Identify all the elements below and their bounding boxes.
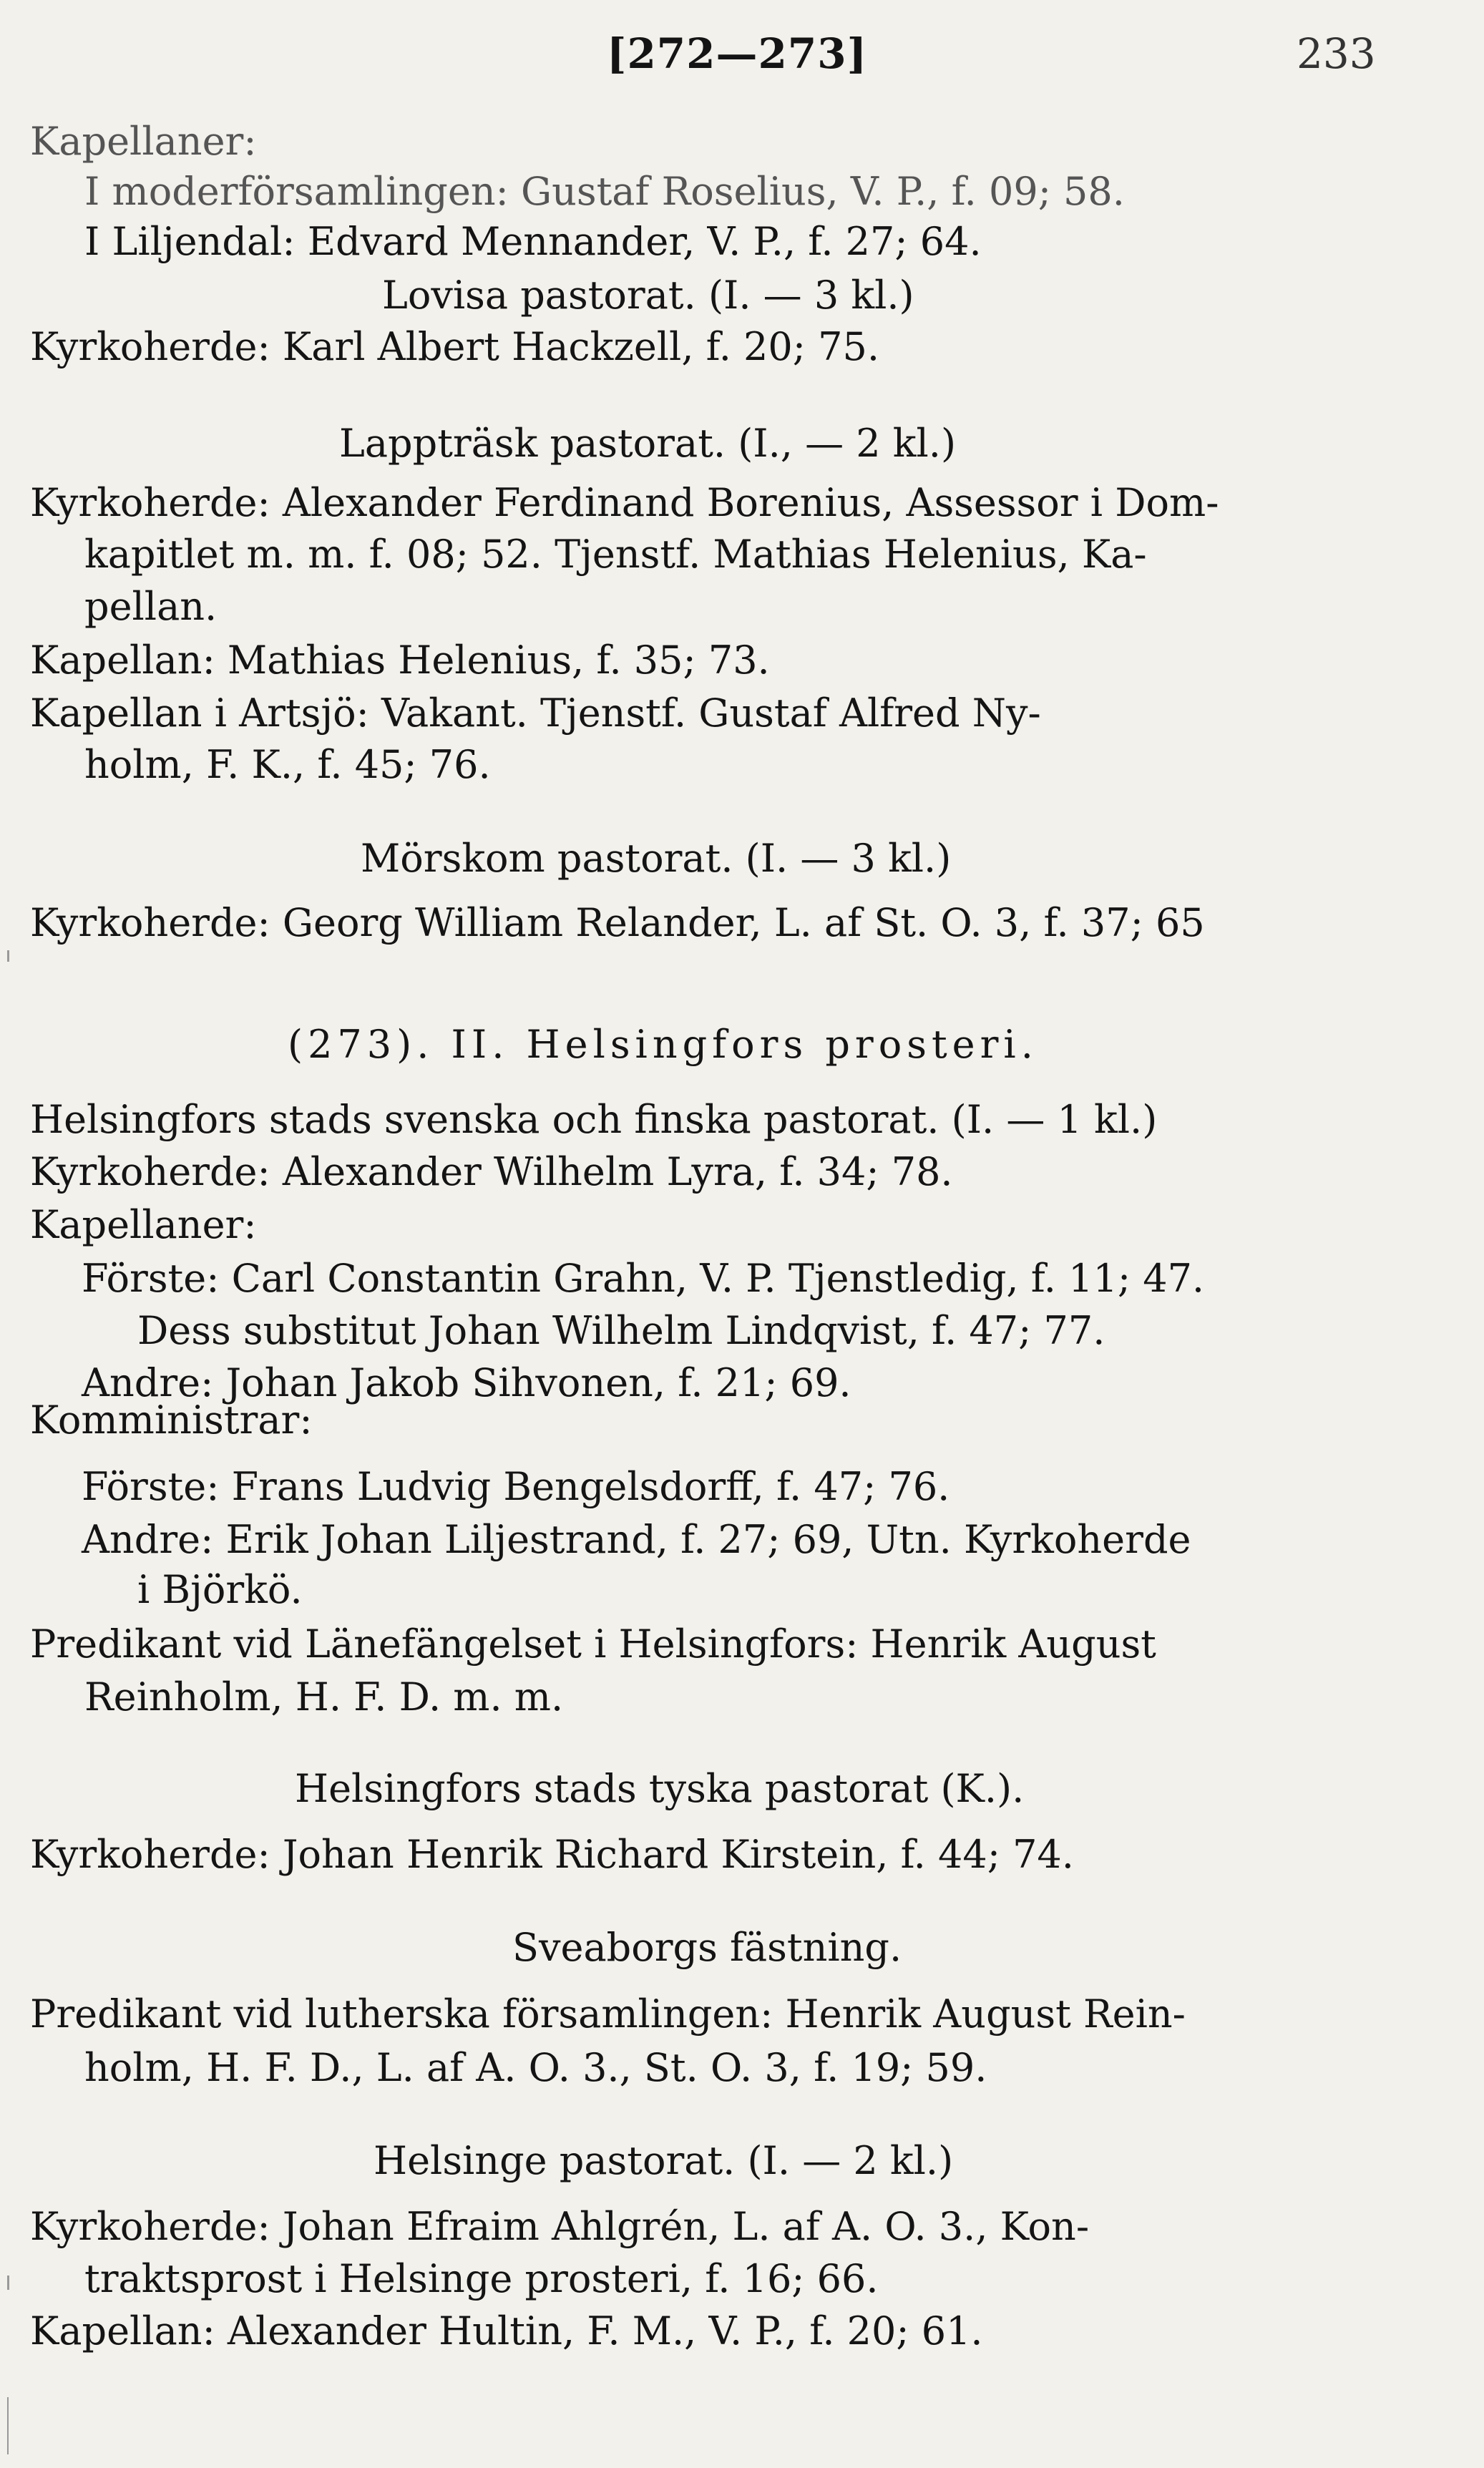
text-line: Helsingfors stads tyska pastorat (K.). <box>295 1766 1025 1811</box>
text-line: Dess substitut Johan Wilhelm Lindqvist, f. 47; 77. <box>137 1308 1105 1353</box>
text-line: pellan. <box>84 584 218 629</box>
text-line: I moderförsamlingen: Gustaf Roselius, V. P., f. 09; 58. <box>84 169 1125 214</box>
text-line: I Liljendal: Edvard Mennander, V. P., f. 27; 64. <box>84 219 982 264</box>
text-line: holm, H. F. D., L. af A. O. 3., St. O. 3, f. 19; 59. <box>84 2045 987 2090</box>
text-line: Helsinge pastorat. (I. — 2 kl.) <box>374 2138 954 2183</box>
text-line: Mörskom pastorat. (I. — 3 kl.) <box>361 836 952 881</box>
text-line: Andre: Erik Johan Liljestrand, f. 27; 69, Utn. Kyrkoherde <box>82 1517 1191 1562</box>
text-line: Komministrar: <box>30 1398 313 1443</box>
text-line: Predikant vid Länefängelset i Helsingfors: Henrik August <box>30 1621 1156 1667</box>
text-line: holm, F. K., f. 45; 76. <box>84 742 491 787</box>
text-line: Förste: Carl Constantin Grahn, V. P. Tjenstledig, f. 11; 47. <box>82 1256 1205 1301</box>
text-line: i Björkö. <box>137 1567 303 1612</box>
scan-artifact <box>7 2276 9 2290</box>
text-line: Kyrkoherde: Johan Efraim Ahlgrén, L. af A. O. 3., Kon- <box>30 2204 1090 2249</box>
text-line: Kapellan: Alexander Hultin, F. M., V. P., f. 20; 61. <box>30 2308 983 2354</box>
text-line: kapitlet m. m. f. 08; 52. Tjenstf. Mathias Helenius, Ka- <box>84 532 1147 577</box>
text-line: Helsingfors stads svenska och finska pastorat. (I. — 1 kl.) <box>30 1097 1158 1142</box>
text-line: Kyrkoherde: Alexander Ferdinand Borenius, Assessor i Dom- <box>30 480 1219 525</box>
scan-artifact <box>7 950 9 962</box>
text-line: Kapellan i Artsjö: Vakant. Tjenstf. Gustaf Alfred Ny- <box>30 691 1041 736</box>
text-line: Reinholm, H. F. D. m. m. <box>84 1674 564 1720</box>
text-line: (273). II. Helsingfors prosteri. <box>288 1022 1038 1067</box>
text-line: Kapellaner: <box>30 119 257 164</box>
text-line: Lovisa pastorat. (I. — 3 kl.) <box>382 273 914 318</box>
text-line: Kapellaner: <box>30 1202 257 1247</box>
text-line: Kyrkoherde: Georg William Relander, L. af St. O. 3, f. 37; 65 <box>30 900 1205 945</box>
text-line: Andre: Johan Jakob Sihvonen, f. 21; 69. <box>82 1360 851 1405</box>
text-line: Förste: Frans Ludvig Bengelsdorff, f. 47; 76. <box>82 1464 950 1509</box>
scan-artifact <box>7 2397 9 2454</box>
page-number: 233 <box>1297 29 1376 78</box>
text-line: Predikant vid lutherska församlingen: Henrik August Rein- <box>30 1991 1186 2037</box>
text-line: Kyrkoherde: Alexander Wilhelm Lyra, f. 34; 78. <box>30 1149 953 1194</box>
text-line: Sveaborgs fästning. <box>512 1925 902 1970</box>
text-line: Kyrkoherde: Karl Albert Hackzell, f. 20; 75. <box>30 324 879 369</box>
text-line: traktsprost i Helsinge prosteri, f. 16; 66. <box>84 2256 879 2301</box>
section-range-header: [272—273] <box>607 29 868 78</box>
text-line: Lappträsk pastorat. (I., — 2 kl.) <box>339 421 957 466</box>
text-line: Kapellan: Mathias Helenius, f. 35; 73. <box>30 638 770 683</box>
text-line: Kyrkoherde: Johan Henrik Richard Kirstein, f. 44; 74. <box>30 1832 1074 1877</box>
